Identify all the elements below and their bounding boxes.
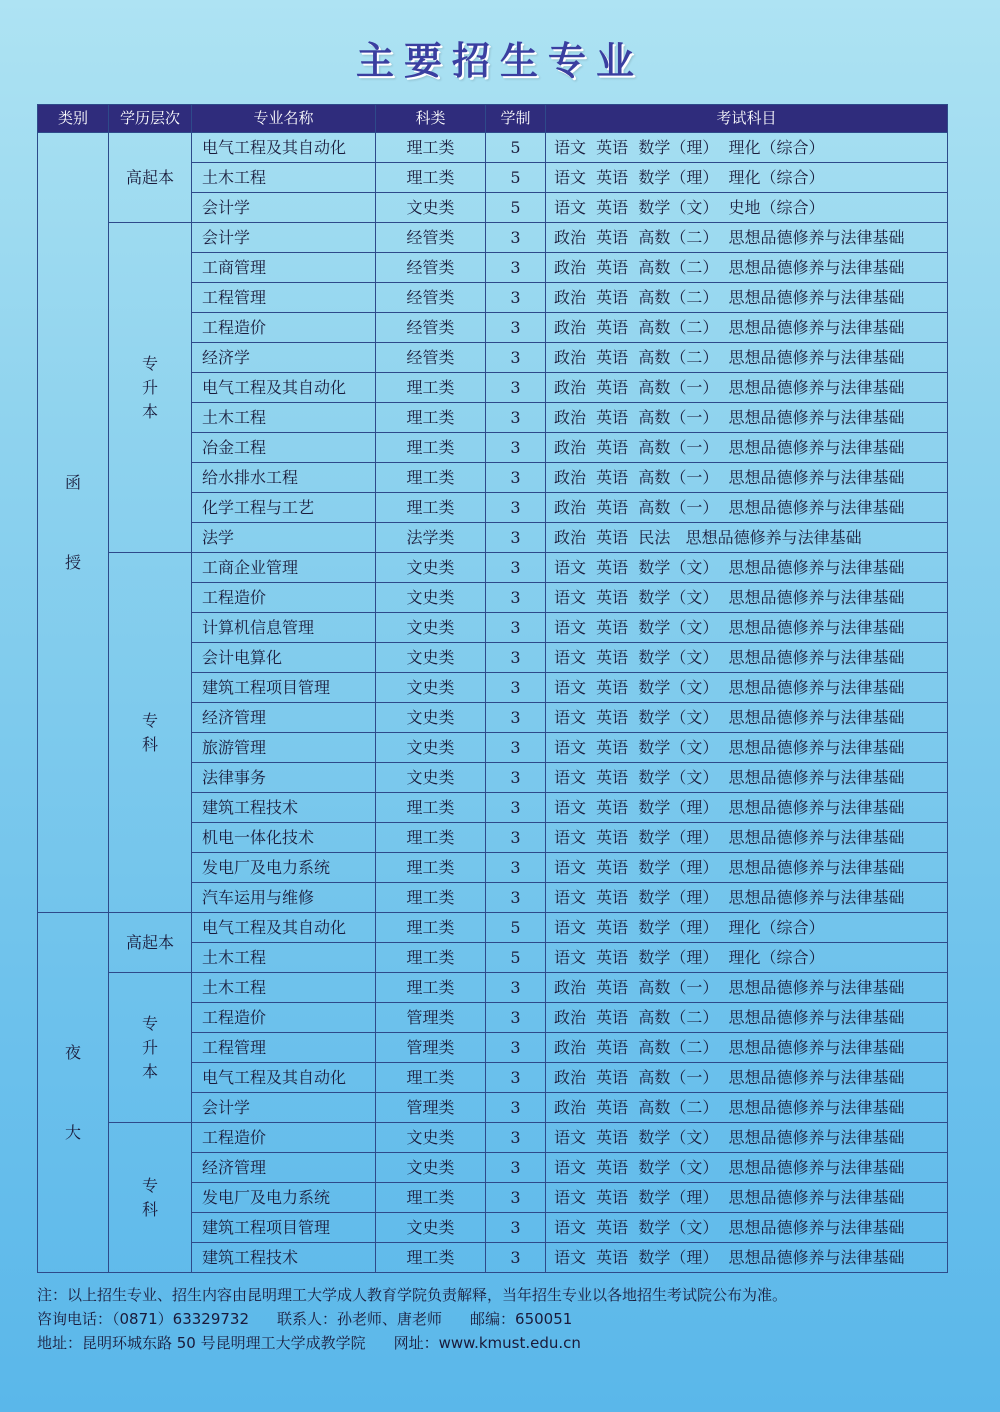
subject-cell: 理工类 (376, 1243, 486, 1273)
years-cell: 5 (486, 913, 546, 943)
level-cell-zhuanke (109, 553, 192, 913)
subject-cell: 文史类 (376, 643, 486, 673)
exam-cell: 语文 英语 数学（理） 理化（综合） (546, 913, 948, 943)
major-cell: 经济管理 (192, 703, 376, 733)
level-cell-zhuanshengben-char: 升 (141, 1037, 158, 1057)
years-cell: 3 (486, 823, 546, 853)
major-cell: 土木工程 (192, 943, 376, 973)
subject-cell: 经管类 (376, 283, 486, 313)
years-cell: 3 (486, 253, 546, 283)
major-cell: 土木工程 (192, 403, 376, 433)
exam-cell: 语文 英语 数学（理） 思想品德修养与法律基础 (546, 823, 948, 853)
category-char: 夜 (64, 1042, 81, 1062)
exam-cell: 语文 英语 数学（文） 思想品德修养与法律基础 (546, 763, 948, 793)
subject-cell: 理工类 (376, 943, 486, 973)
exam-cell: 政治 英语 高数（一） 思想品德修养与法律基础 (546, 1063, 948, 1093)
major-cell: 土木工程 (192, 163, 376, 193)
table-row (38, 223, 948, 253)
category-char: 授 (64, 552, 81, 572)
years-cell: 3 (486, 1213, 546, 1243)
major-cell: 会计学 (192, 223, 376, 253)
exam-cell: 语文 英语 数学（理） 思想品德修养与法律基础 (546, 793, 948, 823)
years-cell: 3 (486, 1153, 546, 1183)
header-subject: 科类 (376, 105, 486, 133)
subject-cell: 文史类 (376, 583, 486, 613)
major-cell: 冶金工程 (192, 433, 376, 463)
major-cell: 发电厂及电力系统 (192, 853, 376, 883)
subject-cell: 理工类 (376, 1063, 486, 1093)
years-cell: 3 (486, 673, 546, 703)
years-cell: 3 (486, 613, 546, 643)
years-cell: 3 (486, 1243, 546, 1273)
subject-cell: 管理类 (376, 1093, 486, 1123)
footer-address-line (37, 1331, 967, 1355)
subject-cell: 理工类 (376, 853, 486, 883)
years-cell: 3 (486, 1063, 546, 1093)
major-cell: 建筑工程技术 (192, 1243, 376, 1273)
exam-cell: 语文 英语 数学（文） 思想品德修养与法律基础 (546, 1123, 948, 1153)
exam-cell: 语文 英语 数学（文） 史地（综合） (546, 193, 948, 223)
years-cell: 3 (486, 703, 546, 733)
category-char: 函 (64, 472, 81, 492)
subject-cell: 经管类 (376, 253, 486, 283)
subject-cell: 管理类 (376, 1003, 486, 1033)
table-row (38, 913, 948, 943)
subject-cell: 理工类 (376, 793, 486, 823)
major-cell: 工商企业管理 (192, 553, 376, 583)
major-cell: 电气工程及其自动化 (192, 133, 376, 163)
subject-cell: 理工类 (376, 823, 486, 853)
level-cell-zhuanke-char: 专 (141, 710, 158, 730)
exam-cell: 政治 英语 高数（二） 思想品德修养与法律基础 (546, 1093, 948, 1123)
exam-cell: 语文 英语 数学（文） 思想品德修养与法律基础 (546, 733, 948, 763)
years-cell: 3 (486, 973, 546, 1003)
major-cell: 计算机信息管理 (192, 613, 376, 643)
level-cell-zhuanke (109, 1123, 192, 1273)
years-cell: 3 (486, 313, 546, 343)
years-cell: 3 (486, 283, 546, 313)
level-cell-zhuanke-char: 科 (141, 1199, 158, 1219)
table-row (38, 973, 948, 1003)
exam-cell: 语文 英语 数学（文） 思想品德修养与法律基础 (546, 643, 948, 673)
subject-cell: 文史类 (376, 1123, 486, 1153)
category-cell-hanshou (38, 133, 109, 913)
category-char: 大 (64, 1122, 81, 1142)
years-cell: 3 (486, 793, 546, 823)
table-row (38, 1123, 948, 1153)
exam-cell: 政治 英语 高数（一） 思想品德修养与法律基础 (546, 493, 948, 523)
exam-cell: 语文 英语 数学（文） 思想品德修养与法律基础 (546, 703, 948, 733)
years-cell: 3 (486, 223, 546, 253)
major-cell: 建筑工程项目管理 (192, 1213, 376, 1243)
major-cell: 化学工程与工艺 (192, 493, 376, 523)
subject-cell: 理工类 (376, 973, 486, 1003)
footer-note: 注：以上招生专业、招生内容由昆明理工大学成人教育学院负责解释，当年招生专业以各地招生考试院公布为准。 (37, 1286, 788, 1304)
table-body (38, 133, 948, 1273)
subject-cell: 理工类 (376, 133, 486, 163)
exam-cell: 政治 英语 高数（二） 思想品德修养与法律基础 (546, 313, 948, 343)
subject-cell: 理工类 (376, 433, 486, 463)
years-cell: 3 (486, 343, 546, 373)
major-cell: 经济学 (192, 343, 376, 373)
subject-cell: 理工类 (376, 163, 486, 193)
major-cell: 工程管理 (192, 283, 376, 313)
exam-cell: 语文 英语 数学（理） 理化（综合） (546, 133, 948, 163)
years-cell: 3 (486, 433, 546, 463)
subject-cell: 文史类 (376, 703, 486, 733)
years-cell: 3 (486, 553, 546, 583)
subject-cell: 理工类 (376, 493, 486, 523)
level-cell-zhuanke-char: 专 (141, 1175, 158, 1195)
footer (37, 1283, 967, 1355)
years-cell: 5 (486, 193, 546, 223)
exam-cell: 政治 英语 高数（一） 思想品德修养与法律基础 (546, 373, 948, 403)
exam-cell: 语文 英语 数学（理） 思想品德修养与法律基础 (546, 1183, 948, 1213)
footer-phone: 咨询电话：（0871）63329732 (37, 1310, 250, 1328)
subject-cell: 理工类 (376, 373, 486, 403)
years-cell: 3 (486, 733, 546, 763)
years-cell: 5 (486, 943, 546, 973)
exam-cell: 语文 英语 数学（文） 思想品德修养与法律基础 (546, 613, 948, 643)
major-cell: 工程造价 (192, 1003, 376, 1033)
subject-cell: 理工类 (376, 883, 486, 913)
years-cell: 3 (486, 373, 546, 403)
exam-cell: 政治 英语 高数（二） 思想品德修养与法律基础 (546, 1003, 948, 1033)
years-cell: 3 (486, 403, 546, 433)
level-cell-zhuanshengben-char: 本 (141, 1061, 158, 1081)
major-cell: 工程造价 (192, 1123, 376, 1153)
major-cell: 工程造价 (192, 583, 376, 613)
years-cell: 3 (486, 1033, 546, 1063)
major-cell: 汽车运用与维修 (192, 883, 376, 913)
subject-cell: 文史类 (376, 193, 486, 223)
majors-table (37, 104, 948, 1273)
exam-cell: 政治 英语 高数（二） 思想品德修养与法律基础 (546, 1033, 948, 1063)
exam-cell: 语文 英语 数学（文） 思想品德修养与法律基础 (546, 1153, 948, 1183)
major-cell: 会计学 (192, 1093, 376, 1123)
subject-cell: 文史类 (376, 1153, 486, 1183)
major-cell: 电气工程及其自动化 (192, 1063, 376, 1093)
table-header-row (38, 105, 948, 133)
exam-cell: 政治 英语 高数（一） 思想品德修养与法律基础 (546, 433, 948, 463)
exam-cell: 语文 英语 数学（理） 思想品德修养与法律基础 (546, 1243, 948, 1273)
major-cell: 电气工程及其自动化 (192, 373, 376, 403)
major-cell: 发电厂及电力系统 (192, 1183, 376, 1213)
level-cell-zhuanshengben-char: 专 (141, 353, 158, 373)
level-cell-zhuanshengben-char: 本 (141, 401, 158, 421)
footer-website: 网址：www.kmust.edu.cn (393, 1334, 581, 1352)
level-cell-gaoqiben: 高起本 (109, 913, 192, 973)
major-cell: 工程管理 (192, 1033, 376, 1063)
exam-cell: 语文 英语 数学（文） 思想品德修养与法律基础 (546, 583, 948, 613)
major-cell: 法律事务 (192, 763, 376, 793)
subject-cell: 经管类 (376, 223, 486, 253)
subject-cell: 文史类 (376, 1213, 486, 1243)
exam-cell: 政治 英语 高数（二） 思想品德修养与法律基础 (546, 253, 948, 283)
page-title: 主要招生专业 (355, 39, 644, 83)
major-cell: 旅游管理 (192, 733, 376, 763)
years-cell: 3 (486, 763, 546, 793)
level-cell-zhuanshengben-char: 专 (141, 1013, 158, 1033)
subject-cell: 管理类 (376, 1033, 486, 1063)
major-cell: 工程造价 (192, 313, 376, 343)
subject-cell: 理工类 (376, 1183, 486, 1213)
years-cell: 3 (486, 1003, 546, 1033)
exam-cell: 语文 英语 数学（文） 思想品德修养与法律基础 (546, 673, 948, 703)
level-cell-zhuanke-char: 科 (141, 734, 158, 754)
major-cell: 建筑工程项目管理 (192, 673, 376, 703)
subject-cell: 理工类 (376, 463, 486, 493)
subject-cell: 文史类 (376, 553, 486, 583)
exam-cell: 语文 英语 数学（文） 思想品德修养与法律基础 (546, 553, 948, 583)
exam-cell: 政治 英语 高数（一） 思想品德修养与法律基础 (546, 463, 948, 493)
major-cell: 工商管理 (192, 253, 376, 283)
exam-cell: 语文 英语 数学（理） 思想品德修养与法律基础 (546, 853, 948, 883)
major-cell: 法学 (192, 523, 376, 553)
years-cell: 3 (486, 583, 546, 613)
footer-contact-line (37, 1307, 967, 1331)
category-cell-yeda (38, 913, 109, 1273)
subject-cell: 经管类 (376, 343, 486, 373)
header-major: 专业名称 (192, 105, 376, 133)
exam-cell: 政治 英语 高数（一） 思想品德修养与法律基础 (546, 973, 948, 1003)
major-cell: 建筑工程技术 (192, 793, 376, 823)
major-cell: 机电一体化技术 (192, 823, 376, 853)
exam-cell: 语文 英语 数学（理） 理化（综合） (546, 163, 948, 193)
years-cell: 3 (486, 643, 546, 673)
header-category: 类别 (38, 105, 109, 133)
exam-cell: 语文 英语 数学（理） 思想品德修养与法律基础 (546, 883, 948, 913)
major-cell: 经济管理 (192, 1153, 376, 1183)
subject-cell: 文史类 (376, 763, 486, 793)
subject-cell: 理工类 (376, 403, 486, 433)
header-level: 学历层次 (109, 105, 192, 133)
years-cell: 3 (486, 463, 546, 493)
table-row (38, 133, 948, 163)
subject-cell: 文史类 (376, 733, 486, 763)
years-cell: 3 (486, 1183, 546, 1213)
major-cell: 土木工程 (192, 973, 376, 1003)
table-row (38, 553, 948, 583)
subject-cell: 文史类 (376, 613, 486, 643)
exam-cell: 政治 英语 高数（一） 思想品德修养与法律基础 (546, 403, 948, 433)
subject-cell: 法学类 (376, 523, 486, 553)
exam-cell: 政治 英语 高数（二） 思想品德修养与法律基础 (546, 343, 948, 373)
subject-cell: 经管类 (376, 313, 486, 343)
footer-postcode: 邮编：650051 (470, 1310, 573, 1328)
footer-contact: 联系人：孙老师、唐老师 (277, 1310, 443, 1328)
years-cell: 3 (486, 523, 546, 553)
years-cell: 3 (486, 853, 546, 883)
subject-cell: 理工类 (376, 913, 486, 943)
exam-cell: 语文 英语 数学（理） 理化（综合） (546, 943, 948, 973)
level-cell-zhuanshengben-char: 升 (141, 377, 158, 397)
exam-cell: 政治 英语 民法 思想品德修养与法律基础 (546, 523, 948, 553)
level-cell-zhuanshengben (109, 973, 192, 1123)
years-cell: 3 (486, 1123, 546, 1153)
exam-cell: 政治 英语 高数（二） 思想品德修养与法律基础 (546, 283, 948, 313)
major-cell: 会计电算化 (192, 643, 376, 673)
years-cell: 5 (486, 163, 546, 193)
major-cell: 会计学 (192, 193, 376, 223)
header-exam: 考试科目 (546, 105, 948, 133)
footer-address: 地址：昆明环城东路 50 号昆明理工大学成教学院 (37, 1334, 366, 1352)
major-cell: 电气工程及其自动化 (192, 913, 376, 943)
exam-cell: 政治 英语 高数（二） 思想品德修养与法律基础 (546, 223, 948, 253)
years-cell: 3 (486, 493, 546, 523)
exam-cell: 语文 英语 数学（文） 思想品德修养与法律基础 (546, 1213, 948, 1243)
header-years: 学制 (486, 105, 546, 133)
years-cell: 3 (486, 1093, 546, 1123)
years-cell: 5 (486, 133, 546, 163)
subject-cell: 文史类 (376, 673, 486, 703)
major-cell: 给水排水工程 (192, 463, 376, 493)
level-cell-zhuanshengben (109, 223, 192, 553)
level-cell-gaoqiben: 高起本 (109, 133, 192, 223)
years-cell: 3 (486, 883, 546, 913)
